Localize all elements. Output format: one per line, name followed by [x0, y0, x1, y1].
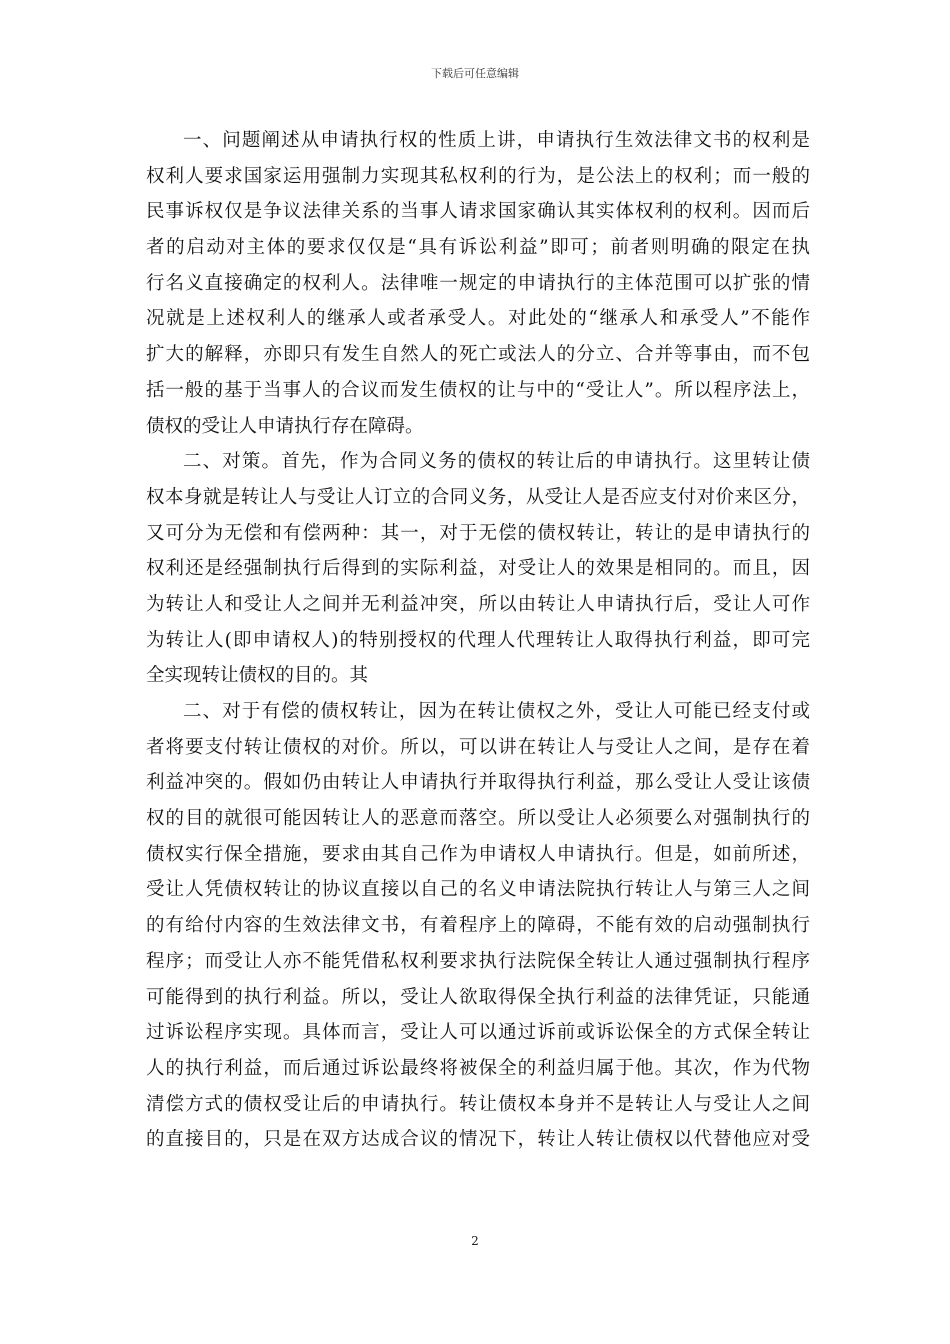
text-line: 人的执行利益，而后通过诉讼最终将被保全的利益归属于他。其次，作为代物 [146, 1057, 810, 1079]
text-line: 权的目的就很可能因转让人的恶意而落空。所以受让人必须要么对强制执行的 [146, 808, 810, 830]
page-number: 2 [471, 1234, 479, 1248]
text-line: 权利还是经强制执行后得到的实际利益，对受让人的效果是相同的。而且，因 [146, 558, 810, 580]
text-line: 二、对策。首先，作为合同义务的债权的转让后的申请执行。这里转让债 [183, 451, 810, 473]
text-line: 二、对于有偿的债权转让，因为在转让债权之外，受让人可能已经支付或 [183, 701, 810, 722]
paragraph-1 [146, 123, 810, 444]
paragraph-2 [146, 444, 810, 694]
text-line: 者将要支付转让债权的对价。所以，可以讲在转让人与受让人之间，是存在着 [146, 736, 810, 758]
text-line: 为转让人(即申请权人)的特别授权的代理人代理转让人取得执行利益，即可完 [146, 629, 810, 651]
text-line: 权本身就是转让人与受让人订立的合同义务，从受让人是否应支付对价来区分， [146, 486, 810, 508]
text-line: 一、问题阐述从申请执行权的性质上讲，申请执行生效法律文书的权利是 [183, 130, 810, 151]
text-line: 可能得到的执行利益。所以，受让人欲取得保全执行利益的法律凭证，只能通 [146, 986, 810, 1008]
text-line: 债权的受让人申请执行存在障碍。 [146, 415, 424, 437]
text-line: 全实现转让债权的目的。其 [146, 665, 369, 687]
text-line: 为转让人和受让人之间并无利益冲突，所以由转让人申请执行后，受让人可作 [146, 593, 810, 615]
text-line: 清偿方式的债权受让后的申请执行。转让债权本身并不是转让人与受让人之间 [146, 1093, 810, 1115]
paragraph-3 [146, 694, 810, 1158]
text-line: 过诉讼程序实现。具体而言，受让人可以通过诉前或诉讼保全的方式保全转让 [146, 1022, 810, 1044]
text-line: 扩大的解释，亦即只有发生自然人的死亡或法人的分立、合并等事由，而不包 [146, 344, 810, 366]
page-header: 下载后可任意编辑 [431, 67, 519, 80]
text-line: 受让人凭债权转让的协议直接以自己的名义申请法院执行转让人与第三人之间 [146, 879, 810, 901]
text-line: 的直接目的，只是在双方达成合议的情况下，转让人转让债权以代替他应对受 [146, 1129, 810, 1151]
document-body [146, 123, 810, 1158]
text-line: 的有给付内容的生效法律文书，有着程序上的障碍，不能有效的启动强制执行 [146, 915, 810, 937]
text-line: 者的启动对主体的要求仅仅是“具有诉讼利益”即可；前者则明确的限定在执 [146, 237, 810, 259]
text-line: 程序；而受让人亦不能凭借私权利要求执行法院保全转让人通过强制执行程序 [146, 950, 810, 972]
text-line: 权利人要求国家运用强制力实现其私权利的行为，是公法上的权利；而一般的 [146, 165, 810, 187]
text-line: 债权实行保全措施，要求由其自己作为申请权人申请执行。但是，如前所述， [146, 843, 810, 865]
text-line: 利益冲突的。假如仍由转让人申请执行并取得执行利益，那么受让人受让该债 [146, 772, 810, 794]
text-line: 括一般的基于当事人的合议而发生债权的让与中的“受让人”。所以程序法上， [146, 379, 810, 401]
text-line: 行名义直接确定的权利人。法律唯一规定的申请执行的主体范围可以扩张的情 [146, 272, 810, 294]
text-line: 又可分为无偿和有偿两种：其一，对于无偿的债权转让，转让的是申请执行的 [146, 522, 810, 544]
text-line: 况就是上述权利人的继承人或者承受人。对此处的“继承人和承受人”不能作 [146, 308, 810, 330]
text-line: 民事诉权仅是争议法律关系的当事人请求国家确认其实体权利的权利。因而后 [146, 201, 810, 223]
